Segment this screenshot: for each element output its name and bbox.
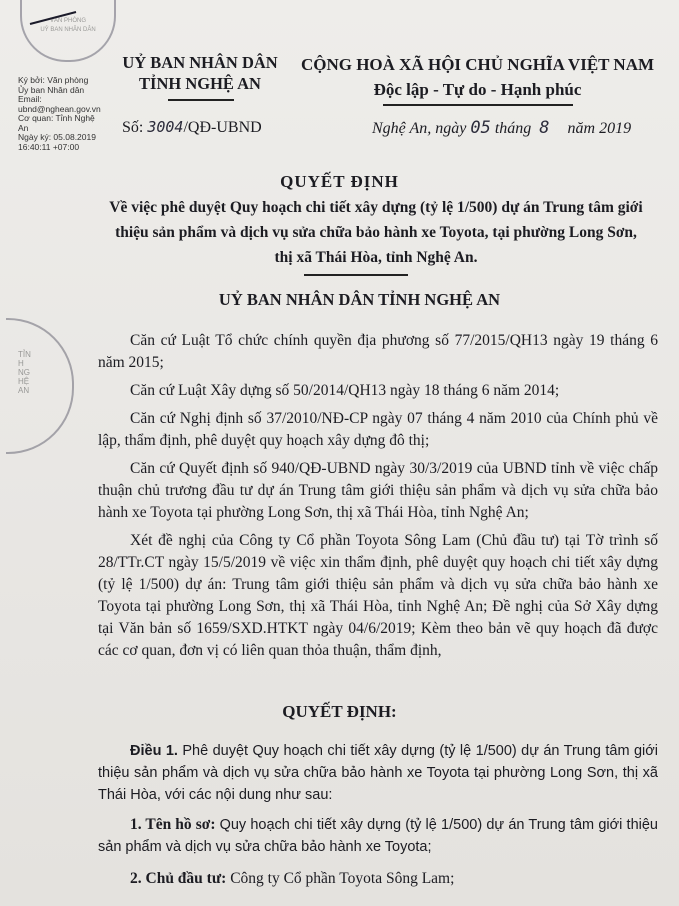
basis-paragraph: Căn cứ Quyết định số 940/QĐ-UBND ngày 30/3/2019 của UBND tỉnh về việc chấp thuận chủ trương đầu tư dự án Trung tâm giới thiệu sản phẩm và dịch vụ sửa chữa bảo hành xe Toyota tại phường Long Sơn, thị xã Thái Hòa, tỉnh Nghệ An; [98,460,658,521]
header-left-rule [168,99,234,101]
article-1 [98,740,658,890]
date-month-label: tháng [494,120,532,137]
sig-line: Ủy ban Nhân dân [18,84,85,95]
subject-line-1: Về việc phê duyệt Quy hoạch chi tiết xây dựng (tỷ lệ 1/500) dự án Trung tâm giới [109,199,643,216]
authority-line-1: UỶ BAN NHÂN DÂN [122,53,278,72]
basis-paragraph: Căn cứ Luật Tổ chức chính quyền địa phương số 77/2015/QH13 ngày 19 tháng 6 năm 2015; [98,332,658,371]
date-month: 8 [539,118,550,138]
document-date [372,118,631,138]
subject-line-3: thị xã Thái Hòa, tỉnh Nghệ An. [274,249,478,266]
issuing-authority [110,52,290,94]
seal-line-2: UỶ BAN NHÂN DÂN [40,27,96,33]
basis-paragraph: Xét đề nghị của Công ty Cổ phần Toyota Sông Lam (Chủ đầu tư) tại Tờ trình số 28/TTr.CT ngày 15/5/2019 về việc xin thẩm định, phê duyệt quy hoạch chi tiết xây dựng (tỷ lệ 1/500) dự án: Trung tâm giới thiệu sản phẩm và dịch vụ sửa chữa bảo hành xe Toyota tại phường Long Sơn, thị xã Thái Hòa, tỉnh Nghệ An; Đề nghị của Sở Xây dựng tại Văn bản số 1659/SXD.HTKT ngày 04/6/2019; Kèm theo bản vẽ quy hoạch đã được các cơ quan, đơn vị có liên quan thỏa thuận, thẩm định, [98,532,658,659]
sig-line: Cơ quan: Tỉnh Nghệ [18,113,95,123]
sig-line: ubnd@nghean.gov.vn [18,103,101,114]
item-1-label: 1. Tên hồ sơ: [130,816,216,833]
sig-line: Ký bởi: Văn phòng [18,75,89,85]
number-suffix: /QĐ-UBND [183,119,262,136]
legal-bases [98,330,658,662]
item-2-label: 2. Chủ đầu tư: [130,870,227,887]
date-day: 05 [470,118,491,138]
decision-heading: QUYẾT ĐỊNH: [282,702,397,721]
document-number [122,118,262,137]
basis-paragraph: Căn cứ Luật Xây dựng số 50/2014/QH13 ngày 18 tháng 6 năm 2014; [130,382,560,399]
number-label: Số: [122,119,144,136]
date-place: Nghệ An, ngày [372,120,467,137]
subject-rule [304,274,408,276]
pen-stroke-icon [28,6,80,28]
item-1-text: Quy hoạch chi tiết xây dựng (tỷ lệ 1/500) dự án Trung tâm giới thiệu sản phẩm và dịch vụ sửa chữa bảo hành xe Toyota; [98,817,658,855]
sig-line: Ngày ký: 05.08.2019 [18,132,96,142]
date-year: năm 2019 [567,120,632,137]
digital-signature-info [18,76,101,152]
seal-line-1: VĂN PHÒNG [49,18,86,24]
national-motto [300,52,655,102]
side-seal-stamp-icon [6,318,74,454]
article-1-label: Điều 1. [130,743,178,759]
authority-title: UỶ BAN NHÂN DÂN TỈNH NGHỆ AN [218,290,501,309]
item-2-text: Công ty Cổ phần Toyota Sông Lam; [230,870,455,887]
sig-line: An [18,122,29,133]
article-1-text: Phê duyệt Quy hoạch chi tiết xây dựng (tỷ lệ 1/500) dự án Trung tâm giới thiệu sản phẩm và dịch vụ sửa chữa bảo hành xe Toyota tại phường Long Sơn, thị xã Thái Hòa, với các nội dung như sau: [98,743,658,803]
number-value: 3004 [147,118,184,136]
subject-line-2: thiệu sản phẩm và dịch vụ sửa chữa bảo hành xe Toyota, tại phường Long Sơn, [115,224,637,241]
basis-paragraph: Căn cứ Nghị định số 37/2010/NĐ-CP ngày 07 tháng 4 năm 2010 của Chính phủ về lập, thẩm định, phê duyệt quy hoạch xây dựng đô thị; [98,410,658,449]
sig-line: 16:40:11 +07:00 [18,141,80,152]
side-seal-text: TỈNH NGHỆ AN [18,350,31,395]
decision-subject [96,195,656,270]
header-right-rule [383,104,573,106]
country-name: CỘNG HOÀ XÃ HỘI CHỦ NGHĨA VIỆT NAM [300,55,655,74]
authority-line-2: TỈNH NGHỆ AN [139,74,261,93]
motto: Độc lập - Tự do - Hạnh phúc [373,80,582,99]
sig-line: Email: [18,94,42,104]
decision-title: QUYẾT ĐỊNH [280,172,399,191]
